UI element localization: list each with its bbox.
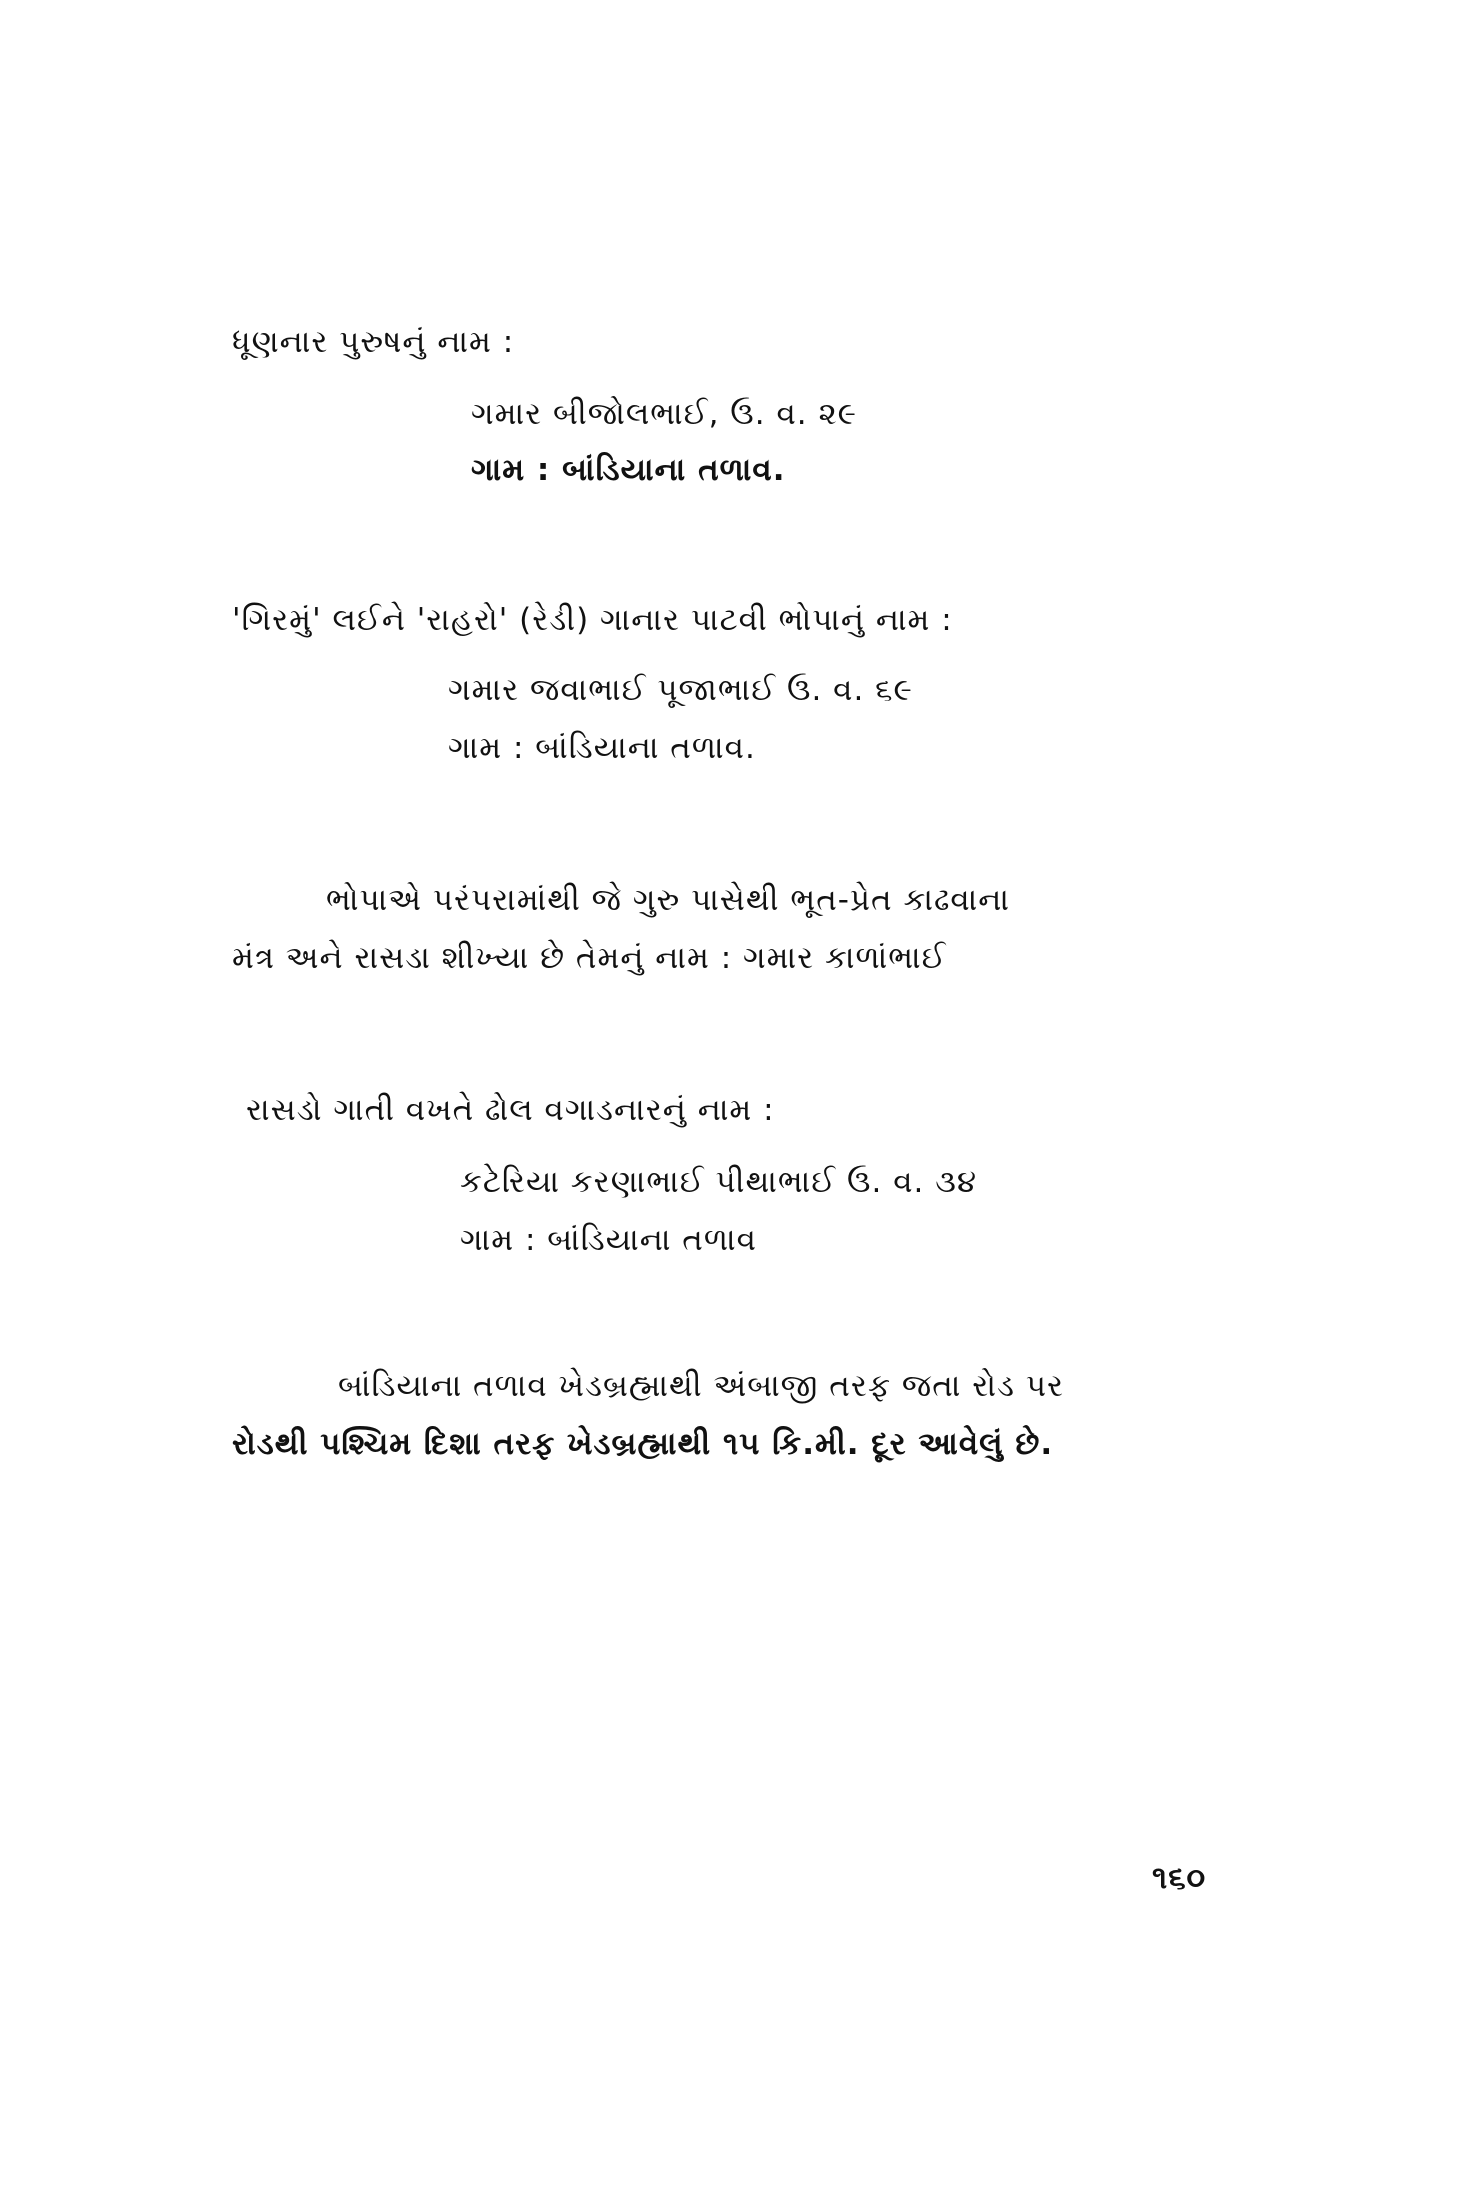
paragraph-1-line-1: ભોપાએ પરંપરામાંથી જે ગુરુ પાસેથી ભૂત-પ્રેત કાઢવાના <box>326 882 1010 918</box>
section-4-heading: રાસડો ગાતી વખતે ઢોલ વગાડનારનું નામ : <box>246 1092 775 1128</box>
section-1-heading: ધૂણનાર પુરુષનું નામ : <box>232 324 515 360</box>
paragraph-2-line-2: રોડથી પશ્ચિમ દિશા તરફ ખેડબ્રહ્માથી ૧૫ કિ.મી. દૂર આવેલું છે. <box>232 1426 1054 1462</box>
page-number: ૧૬૦ <box>1152 1860 1207 1896</box>
section-1-village: ગામ : બાંડિયાના તળાવ. <box>471 452 786 488</box>
paragraph-1-line-2: મંત્ર અને રાસડા શીખ્યા છે તેમનું નામ : ગમાર કાળાંભાઈ <box>232 940 947 976</box>
paragraph-2-line-1: બાંડિયાના તળાવ ખેડબ્રહ્માથી અંબાજી તરફ જતા રોડ પર <box>338 1368 1064 1404</box>
section-1-name: ગમાર બીજોલભાઈ, ઉ. વ. ૨૯ <box>471 396 858 432</box>
section-4-village: ગામ : બાંડિયાના તળાવ <box>460 1222 757 1258</box>
section-2-heading: 'ગિરમું' લઈને 'રાહરો' (રેડી) ગાનાર પાટવી ભોપાનું નામ : <box>232 602 953 638</box>
section-2-village: ગામ : બાંડિયાના તળાવ. <box>448 730 756 766</box>
section-2-name: ગમાર જવાભાઈ પૂજાભાઈ ઉ. વ. ૬૯ <box>448 672 913 708</box>
section-4-name: કટેરિયા કરણાભાઈ પીથાભાઈ ઉ. વ. ૩૪ <box>460 1164 978 1200</box>
